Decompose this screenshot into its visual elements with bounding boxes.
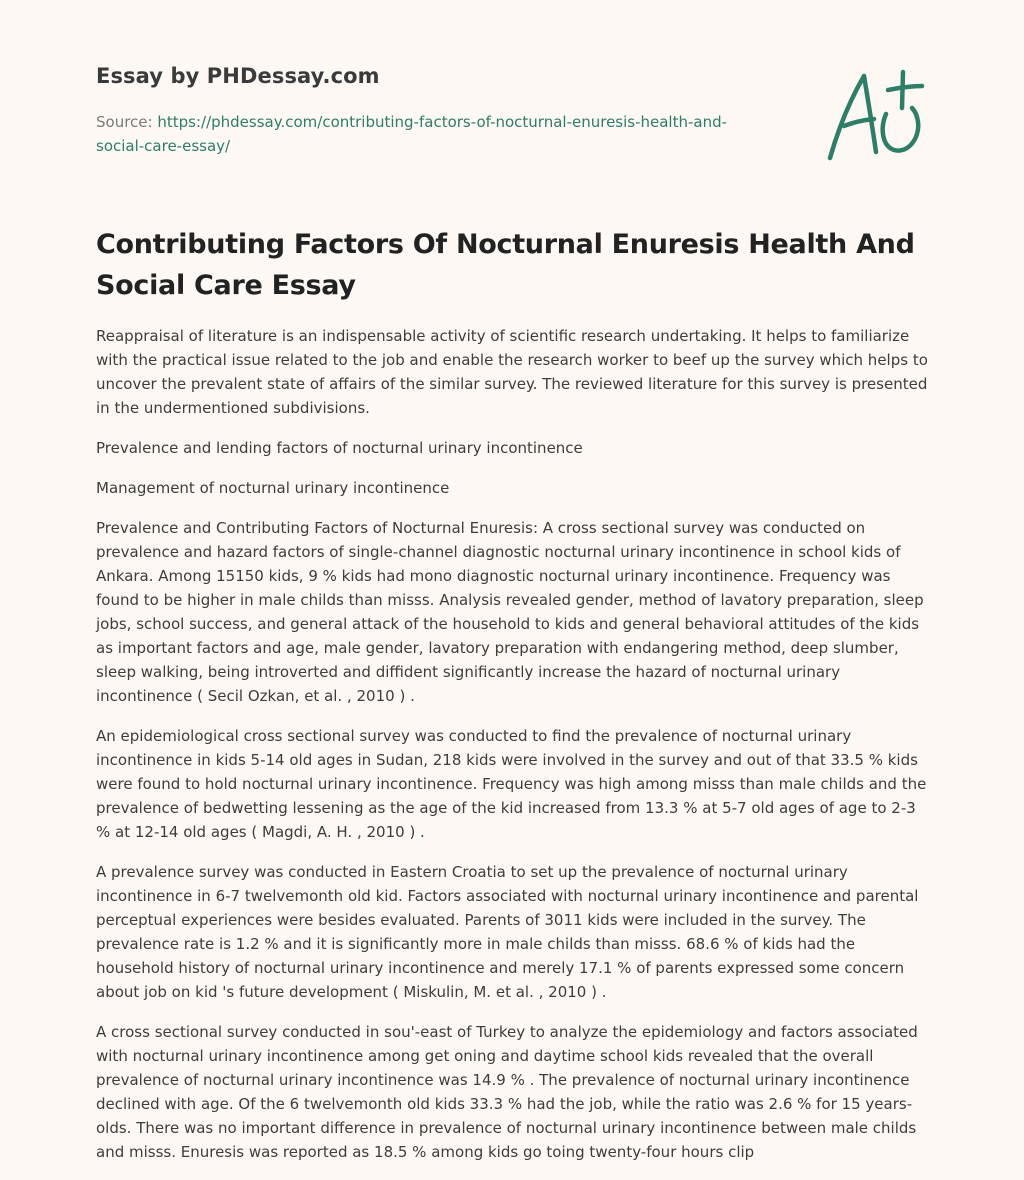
a-plus-logo-icon [824, 66, 928, 166]
paragraph: Prevalence and lending factors of nocturnal urinary incontinence [96, 439, 583, 457]
paragraph: Prevalence and Contributing Factors of Nocturnal Enuresis: A cross sectional survey was conducted on prevalence and hazard factors of single-channel diagnostic nocturnal urinary incontinence in school kids of Ankara. Among 15150 kids, 9 % kids had mono diagnostic nocturnal urinary incontinence. Frequency was found to be higher in male childs than misss. Analysis revealed gender, method of lavatory preparation, sleep jobs, school success, and general attack of the household to kids and general behavioral attitudes of the kids as important factors and age, male gender, lavatory preparation with endangering method, deep slumber, sleep walking, being introverted and diffident significantly increase the hazard of nocturnal urinary incontinence ( Secil Ozkan, et al. , 2010 ) . [96, 519, 924, 705]
source-link[interactable]: https://phdessay.com/contributing-factors-of-nocturnal-enuresis-health-and-social-care-essay/ [96, 113, 728, 155]
essay-body [96, 324, 928, 1180]
site-brand: Essay by PHDessay.com [96, 64, 380, 88]
source-line [96, 110, 756, 158]
source-label: Source: [96, 113, 153, 131]
paragraph: Management of nocturnal urinary incontinence [96, 479, 450, 497]
paragraph: An epidemiological cross sectional survey was conducted to find the prevalence of nocturnal urinary incontinence in kids 5-14 old ages in Sudan, 218 kids were involved in the survey and out of that 33.5 % kids were found to hold nocturnal urinary incontinence. Frequency was high among misss than male childs and the prevalence of bedwetting lessening as the age of the kid increased from 13.3 % at 5-7 old ages of age to 2-3 % at 12-14 old ages ( Magdi, A. H. , 2010 ) . [96, 727, 927, 841]
paragraph: Reappraisal of literature is an indispensable activity of scientific research undertaking. It helps to familiarize with the practical issue related to the job and enable the research worker to beef up the survey which helps to uncover the prevalent state of affairs of the similar survey. The reviewed literature for this survey is presented in the undermentioned subdivisions. [96, 327, 928, 417]
paragraph: A prevalence survey was conducted in Eastern Croatia to set up the prevalence of nocturnal urinary incontinence in 6-7 twelvemonth old kid. Factors associated with nocturnal urinary incontinence and parental perceptual experiences were besides evaluated. Parents of 3011 kids were included in the survey. The prevalence rate is 1.2 % and it is significantly more in male childs than misss. 68.6 % of kids had the household history of nocturnal urinary incontinence and merely 17.1 % of parents expressed some concern about job on kid 's future development ( Miskulin, M. et al. , 2010 ) . [96, 863, 919, 1001]
paragraph: A cross sectional survey conducted in sou'-east of Turkey to analyze the epidemiology and factors associated with nocturnal urinary incontinence among get oning and daytime school kids revealed that the overall prevalence of nocturnal urinary incontinence was 14.9 % . The prevalence of nocturnal urinary incontinence declined with age. Of the 6 twelvemonth old kids 33.3 % had the job, while the ratio was 2.6 % for 15 years-olds. There was no important difference in prevalence of nocturnal urinary incontinence between male childs and misss. Enuresis was reported as 18.5 % among kids go toing twenty-four hours clip [96, 1023, 918, 1161]
essay-title: Contributing Factors Of Nocturnal Enuresis Health And Social Care Essay [96, 229, 915, 301]
